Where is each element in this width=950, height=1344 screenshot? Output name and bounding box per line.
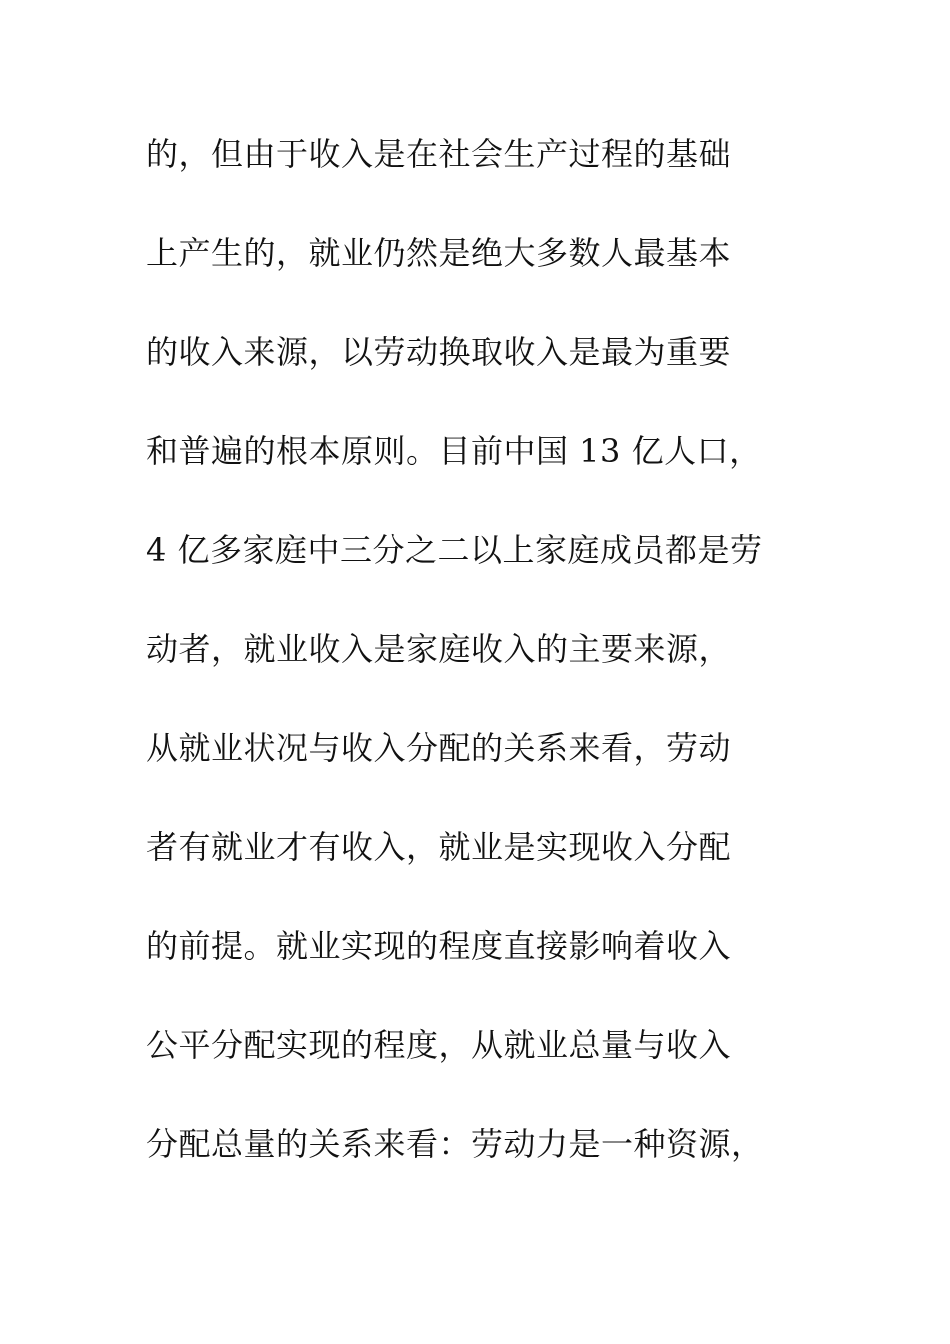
text-line: 和普遍的根本原则。目前中国 13 亿人口， [146, 432, 762, 470]
text-line: 上产生的，就业仍然是绝大多数人最基本 [146, 234, 732, 272]
text-line: 分配总量的关系来看：劳动力是一种资源， [146, 1125, 764, 1163]
text-line: 从就业状况与收入分配的关系来看，劳动 [146, 729, 732, 767]
text-line: 者有就业才有收入，就业是实现收入分配 [146, 828, 732, 866]
text-line: 动者，就业收入是家庭收入的主要来源， [146, 630, 732, 668]
text-line: 4 亿多家庭中三分之二以上家庭成员都是劳 [146, 531, 763, 569]
text-line: 的收入来源，以劳动换取收入是最为重要 [146, 333, 732, 371]
text-line: 的，但由于收入是在社会生产过程的基础 [146, 135, 732, 173]
text-line: 的前提。就业实现的程度直接影响着收入 [146, 927, 732, 965]
body-text [146, 126, 826, 1215]
text-line: 公平分配实现的程度，从就业总量与收入 [146, 1026, 732, 1064]
